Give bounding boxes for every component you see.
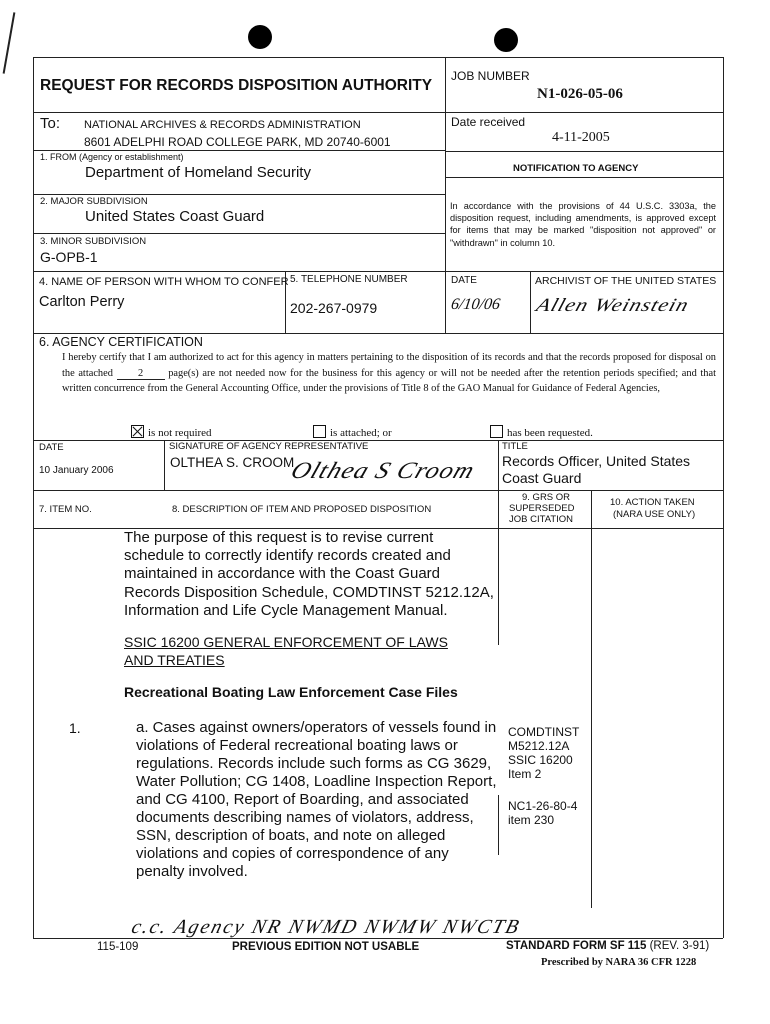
rule — [33, 440, 723, 441]
job-number-label: JOB NUMBER — [451, 69, 530, 83]
purpose-paragraph: The purpose of this request is to revise current schedule to correctly identify records created and maintained in accordance with the Coast Guard Records Disposition Schedule, COMDTINST 5212.12A, Information and Life Cycle Management Manual. — [124, 529, 494, 619]
option-not-required — [131, 425, 212, 439]
rule — [33, 490, 723, 491]
rule — [33, 271, 723, 272]
checkbox-icon — [490, 425, 503, 438]
from-value: Department of Homeland Security — [85, 164, 311, 181]
signatory-name: OLTHEA S. CROOM — [170, 455, 295, 470]
confer-value: Carlton Perry — [39, 294, 125, 310]
rule — [530, 271, 531, 333]
certification-pages-value: 2 — [137, 367, 144, 379]
standard-form — [506, 940, 709, 952]
option-requested-label: has been requested. — [507, 427, 593, 439]
rule — [33, 194, 445, 195]
citation-line-2: M5212.12A — [508, 739, 570, 753]
rule — [33, 333, 723, 334]
rule — [33, 150, 445, 151]
rule — [445, 177, 723, 178]
previous-edition-note: PREVIOUS EDITION NOT USABLE — [232, 941, 420, 953]
rule — [723, 57, 724, 938]
to-line-2: 8601 ADELPHI ROAD COLLEGE PARK, MD 20740-6001 — [84, 135, 391, 149]
col-grs-3: JOB CITATION — [509, 514, 574, 525]
job-number: N1-026-05-06 — [537, 86, 623, 102]
punch-hole-left — [248, 25, 272, 49]
citation-line-1: COMDTINST — [508, 725, 580, 739]
checkbox-checked-icon — [131, 425, 144, 438]
rule — [445, 57, 446, 333]
signature-date-value: 10 January 2006 — [39, 465, 114, 476]
rule — [33, 57, 723, 58]
col-grs-1: 9. GRS OR — [522, 492, 571, 503]
telephone-label: 5. TELEPHONE NUMBER — [290, 274, 408, 285]
rule — [33, 57, 34, 938]
minor-subdivision-label: 3. MINOR SUBDIVISION — [40, 236, 147, 247]
citation-line-6: item 230 — [508, 813, 555, 827]
date-received-label: Date received — [451, 115, 526, 129]
from-label: 1. FROM (Agency or establishment) — [40, 152, 184, 162]
signature-date-label: DATE — [39, 442, 64, 453]
option-requested — [490, 425, 593, 439]
major-subdivision-value: United States Coast Guard — [85, 208, 265, 225]
rule — [445, 151, 723, 152]
approval-date: 6/10/06 — [449, 296, 502, 313]
col-action-1: 10. ACTION TAKEN — [610, 497, 695, 508]
ssic-heading: SSIC 16200 GENERAL ENFORCEMENT OF LAWS AND TREATIES — [124, 634, 448, 669]
case-files-heading: Recreational Boating Law Enforcement Case Files — [124, 684, 458, 700]
archivist-label: ARCHIVIST OF THE UNITED STATES — [535, 275, 717, 287]
form-code: 115-109 — [97, 941, 139, 953]
col-action-2: (NARA USE ONLY) — [613, 509, 696, 520]
col-description: 8. DESCRIPTION OF ITEM AND PROPOSED DISPOSITION — [172, 504, 432, 515]
to-label: To: — [40, 115, 61, 132]
item-description: a. Cases against owners/operators of vessels found in violations of Federal recreational boating laws or regulations. Records include such forms as CG 3629, Water Pollution; CG 1408, Loadline Inspection Report, and CG 4100, Report of Boarding, and associated documents describing names of violators, address, SSN, description of boats, and note on alleged violations and copies of correspondence of any penalty involved. — [136, 719, 497, 880]
rule — [498, 795, 499, 855]
signature-label: SIGNATURE OF AGENCY REPRESENTATIVE — [169, 441, 369, 452]
standard-form-rev: (REV. 3-91) — [649, 940, 710, 952]
form-title: REQUEST FOR RECORDS DISPOSITION AUTHORITY — [40, 77, 433, 94]
prescribed-by: Prescribed by NARA 36 CFR 1228 — [541, 957, 697, 968]
certification-text — [62, 350, 716, 397]
title-label: TITLE — [502, 441, 528, 452]
certification-pages — [117, 368, 165, 380]
rule — [33, 112, 723, 113]
citation-line-3: SSIC 16200 — [508, 753, 573, 767]
archivist-signature: Allen Weinstein — [533, 293, 693, 316]
scan-mark — [3, 12, 16, 73]
standard-form-label: STANDARD FORM SF 115 — [506, 940, 647, 952]
rule — [591, 528, 592, 908]
option-attached-label: is attached; or — [330, 427, 392, 439]
rule — [498, 440, 499, 490]
option-attached — [313, 425, 392, 439]
approval-date-label: DATE — [451, 275, 477, 286]
date-received: 4-11-2005 — [552, 130, 610, 145]
rule — [498, 490, 499, 645]
handwritten-distribution: c.c. Agency NR NWMD NWMW NWCTB — [129, 916, 523, 938]
punch-hole-right — [494, 28, 518, 52]
citation-line-5: NC1-26-80-4 — [508, 799, 578, 813]
notification-text: In accordance with the provisions of 44 U.S.C. 3303a, the disposition request, including amendments, is approved except for items that may be marked "disposition not approved" or "withdrawn" in column 10. — [450, 201, 716, 248]
notification-title: NOTIFICATION TO AGENCY — [513, 163, 639, 174]
title-value: Records Officer, United States Coast Guard — [502, 453, 691, 486]
checkbox-icon — [313, 425, 326, 438]
col-item-no: 7. ITEM NO. — [39, 504, 92, 515]
major-subdivision-label: 2. MAJOR SUBDIVISION — [40, 196, 148, 207]
option-not-required-label: is not required — [148, 427, 212, 439]
col-grs-2: SUPERSEDED — [509, 503, 575, 514]
certification-text-post: page(s) are not needed now for the business for this agency or will not be needed after the retention periods specified; and that written concurrence from the General Accounting Office, under the provisions of Title 8 of the GAO Manual for Guidance of Federal Agencies, — [62, 367, 716, 394]
certification-heading: 6. AGENCY CERTIFICATION — [39, 335, 203, 349]
agency-signature: Olthea S Croom — [287, 457, 479, 484]
rule — [33, 233, 445, 234]
rule — [591, 490, 592, 528]
telephone-value: 202-267-0979 — [290, 300, 378, 316]
item-number: 1. — [69, 720, 81, 736]
to-line-1: NATIONAL ARCHIVES & RECORDS ADMINISTRATION — [84, 119, 361, 131]
confer-label: 4. NAME OF PERSON WITH WHOM TO CONFER — [39, 276, 289, 288]
citation-line-4: Item 2 — [508, 767, 542, 781]
certification-text-pre: I hereby certify that I am authorized to act for this agency in matters pertaining to the disposition of its records and that the records proposed for disposal on the attached — [62, 352, 716, 379]
minor-subdivision-value: G-OPB-1 — [40, 249, 98, 265]
rule — [164, 440, 165, 490]
